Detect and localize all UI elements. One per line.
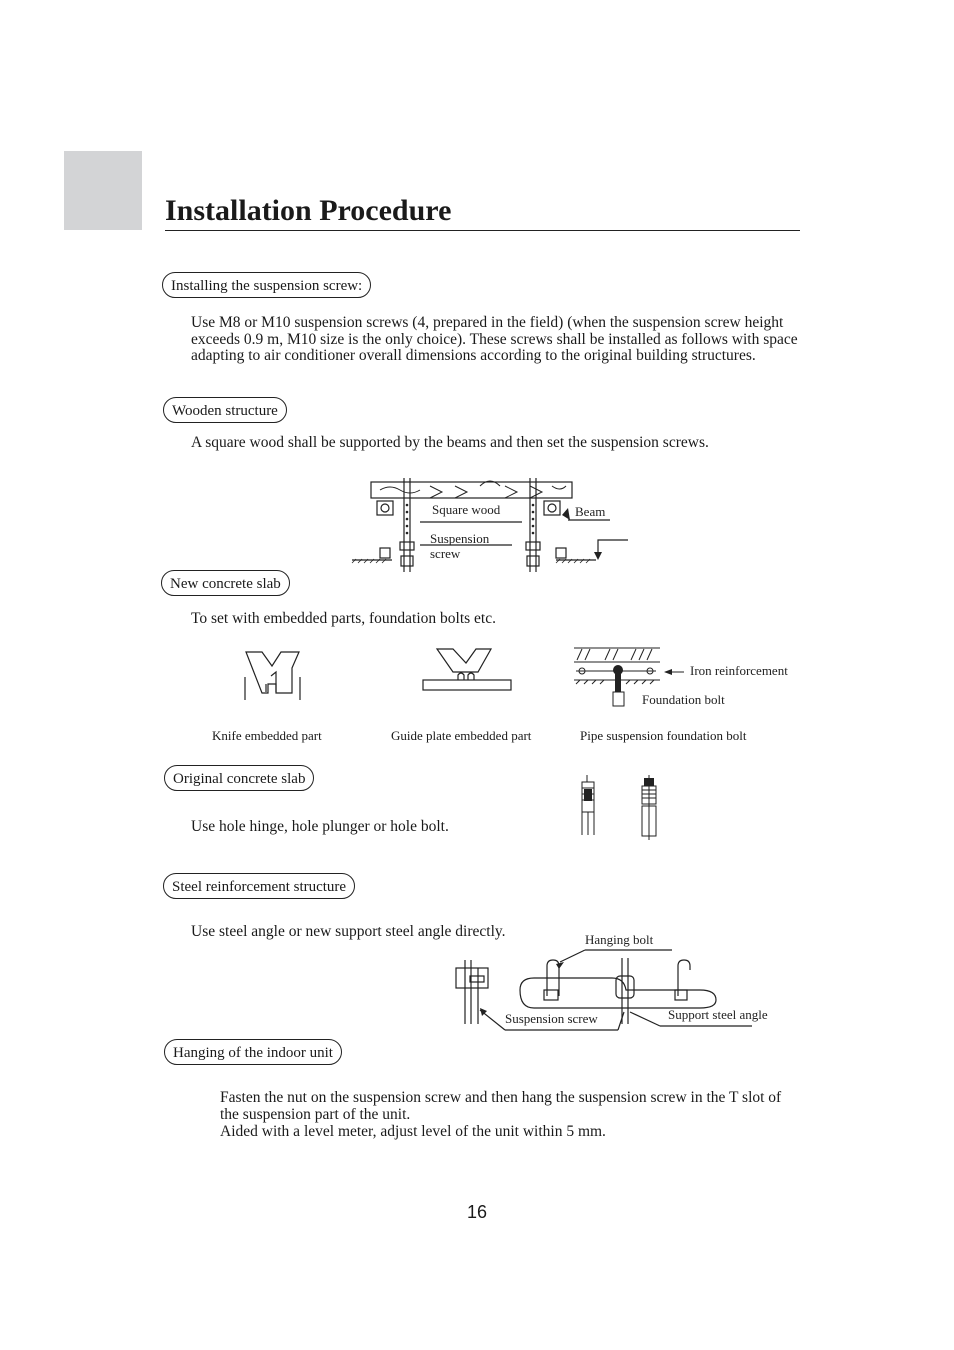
label-hanging-bolt: Hanging bolt — [585, 932, 654, 947]
wooden-text: A square wood shall be supported by the beams and then set the suspension screws. — [191, 434, 709, 451]
new-concrete-text: To set with embedded parts, foundation bolts etc. — [191, 610, 496, 627]
page-title: Installation Procedure — [165, 194, 452, 227]
caption-pipe-suspension: Pipe suspension foundation bolt — [580, 728, 747, 743]
heading-original-concrete-slab: Original concrete slab — [164, 765, 314, 791]
label-beam: Beam — [575, 504, 606, 519]
guide-plate-figure — [423, 649, 511, 690]
label-suspension: Suspension — [430, 531, 490, 546]
label-screw: screw — [430, 546, 461, 561]
heading-new-concrete-slab: New concrete slab — [161, 570, 290, 596]
caption-guide-plate: Guide plate embedded part — [391, 728, 532, 743]
suspension-screw-text: Use M8 or M10 suspension screws (4, prepared in the field) (when the suspension screw height exceeds 0.9 m, M10 size is the only choice). These screws shall be installed as follows with space adapting to air conditioner overall dimensions according to the original building structures. — [191, 314, 798, 364]
label-support-steel-angle: Support steel angle — [668, 1007, 768, 1022]
label-foundation-bolt: Foundation bolt — [642, 692, 725, 707]
heading-steel-reinforcement: Steel reinforcement structure — [163, 873, 355, 899]
knife-embedded-part-figure — [245, 652, 300, 700]
label-square-wood: Square wood — [432, 502, 501, 517]
caption-knife-embedded: Knife embedded part — [212, 728, 322, 743]
original-concrete-text: Use hole hinge, hole plunger or hole bolt. — [191, 818, 449, 835]
hanging-text-1: Fasten the nut on the suspension screw and then hang the suspension screw in the T slot of the suspension part of the unit. — [220, 1089, 782, 1123]
heading-hanging-indoor-unit: Hanging of the indoor unit — [164, 1039, 342, 1065]
label-iron-reinforcement: Iron reinforcement — [690, 663, 788, 678]
page-number: 16 — [466, 1202, 488, 1222]
label-suspension-screw: Suspension screw — [505, 1011, 598, 1026]
heading-suspension-screw: Installing the suspension screw: — [162, 272, 371, 298]
steel-text: Use steel angle or new support steel angle directly. — [191, 923, 506, 940]
heading-wooden-structure: Wooden structure — [163, 397, 287, 423]
hanging-text-2: Aided with a level meter, adjust level of the unit within 5 mm. — [220, 1123, 606, 1140]
